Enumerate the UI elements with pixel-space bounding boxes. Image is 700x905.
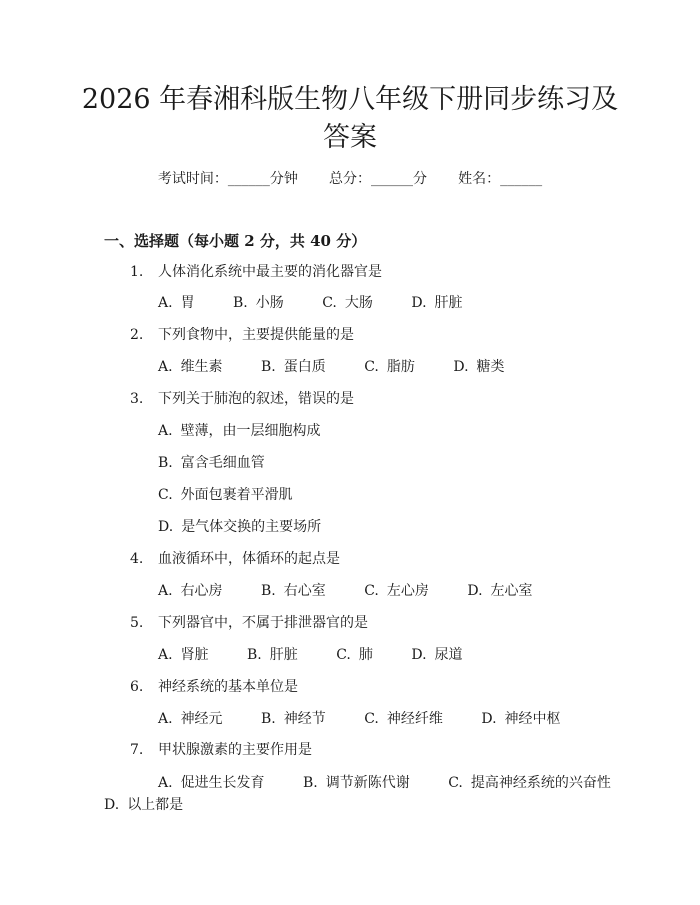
option-letter: B. bbox=[261, 359, 276, 375]
question-number: 2. bbox=[130, 327, 144, 343]
question-number: 4. bbox=[130, 551, 144, 567]
option-letter: D. bbox=[411, 295, 427, 311]
score-label: 总分： bbox=[329, 171, 371, 187]
option-b bbox=[261, 708, 326, 728]
option-d bbox=[453, 356, 504, 376]
option-letter: A. bbox=[158, 423, 173, 439]
option-text: 蛋白质 bbox=[283, 359, 326, 375]
option-b bbox=[261, 356, 326, 376]
option-a bbox=[158, 580, 223, 600]
time-unit: 分钟 bbox=[269, 171, 298, 187]
option-letter: C. bbox=[322, 295, 337, 311]
option-text: 右心室 bbox=[283, 583, 326, 599]
time-blank: ______ bbox=[227, 171, 270, 187]
option-letter: D. bbox=[158, 519, 174, 535]
question-7 bbox=[130, 739, 312, 759]
option-c bbox=[364, 580, 429, 600]
option-text: 神经节 bbox=[283, 711, 326, 727]
option-text: 肝脏 bbox=[434, 295, 463, 311]
option-text: 左心房 bbox=[386, 583, 429, 599]
option-letter: C. bbox=[336, 647, 351, 663]
option-d bbox=[158, 516, 321, 536]
option-c bbox=[158, 484, 293, 504]
option-text: 外面包裹着平滑肌 bbox=[180, 487, 293, 503]
question-text: 下列关于肺泡的叙述，错误的是 bbox=[158, 391, 354, 407]
option-b bbox=[247, 644, 298, 664]
option-b bbox=[261, 580, 326, 600]
question-5-options bbox=[158, 644, 497, 664]
option-text: 是气体交换的主要场所 bbox=[181, 519, 322, 535]
option-letter: B. bbox=[233, 295, 248, 311]
option-d bbox=[467, 580, 532, 600]
option-d bbox=[481, 708, 560, 728]
option-text: 促进生长发育 bbox=[180, 775, 265, 791]
option-c bbox=[364, 356, 415, 376]
option-letter: C. bbox=[364, 711, 379, 727]
question-text: 下列器官中，不属于排泄器官的是 bbox=[158, 615, 368, 631]
option-c bbox=[322, 292, 373, 312]
question-number: 5. bbox=[130, 615, 144, 631]
option-text: 调节新陈代谢 bbox=[325, 775, 410, 791]
name-label: 姓名： bbox=[458, 171, 501, 187]
option-text: 胃 bbox=[180, 295, 195, 311]
option-letter: A. bbox=[158, 359, 173, 375]
option-letter: D. bbox=[467, 583, 483, 599]
title-line-2: 答案 bbox=[323, 122, 377, 153]
option-text: 左心室 bbox=[490, 583, 533, 599]
option-letter: B. bbox=[261, 711, 276, 727]
option-text: 右心房 bbox=[180, 583, 223, 599]
score-unit: 分 bbox=[413, 171, 427, 187]
question-6-options bbox=[158, 708, 595, 728]
option-c bbox=[336, 644, 373, 664]
name-blank: ______ bbox=[500, 171, 543, 187]
option-b bbox=[303, 772, 410, 792]
option-b bbox=[233, 292, 284, 312]
question-text: 人体消化系统中最主要的消化器官是 bbox=[158, 264, 382, 280]
question-2-options bbox=[158, 356, 539, 376]
document-title bbox=[60, 81, 640, 157]
title-line-1: 2026 年春湘科版生物八年级下册同步练习及 bbox=[81, 84, 619, 115]
option-a bbox=[158, 420, 321, 440]
option-letter: D. bbox=[411, 647, 427, 663]
option-text: 富含毛细血管 bbox=[180, 455, 265, 471]
option-text: 壁薄，由一层细胞构成 bbox=[180, 423, 321, 439]
option-text: 神经元 bbox=[180, 711, 223, 727]
question-number: 7. bbox=[130, 742, 144, 758]
option-a bbox=[158, 292, 195, 312]
option-d bbox=[104, 794, 183, 814]
question-4-options bbox=[158, 580, 567, 600]
option-a bbox=[158, 772, 265, 792]
option-text: 肺 bbox=[358, 647, 373, 663]
option-letter: D. bbox=[481, 711, 497, 727]
option-text: 肾脏 bbox=[180, 647, 209, 663]
question-text: 甲状腺激素的主要作用是 bbox=[158, 742, 312, 758]
option-letter: C. bbox=[158, 487, 173, 503]
option-letter: C. bbox=[364, 359, 379, 375]
option-letter: B. bbox=[158, 455, 173, 471]
question-number: 6. bbox=[130, 679, 144, 695]
section-heading: 一、选择题（每小题 2 分，共 40 分） bbox=[104, 232, 367, 250]
option-a bbox=[158, 356, 223, 376]
option-a bbox=[158, 644, 209, 664]
question-number: 3. bbox=[130, 391, 144, 407]
option-letter: B. bbox=[261, 583, 276, 599]
question-5 bbox=[130, 612, 368, 632]
option-letter: A. bbox=[158, 775, 173, 791]
option-text: 糖类 bbox=[476, 359, 505, 375]
option-letter: A. bbox=[158, 711, 173, 727]
option-text: 神经纤维 bbox=[386, 711, 443, 727]
option-text: 脂肪 bbox=[386, 359, 415, 375]
option-a bbox=[158, 708, 223, 728]
option-text: 以上都是 bbox=[127, 797, 184, 813]
option-c bbox=[364, 708, 443, 728]
question-number: 1. bbox=[130, 264, 144, 280]
question-1-options bbox=[158, 292, 497, 312]
question-text: 下列食物中，主要提供能量的是 bbox=[158, 327, 354, 343]
option-text: 小肠 bbox=[255, 295, 284, 311]
option-b bbox=[158, 452, 265, 472]
option-c bbox=[448, 772, 611, 792]
question-3 bbox=[130, 388, 354, 408]
option-d bbox=[411, 644, 462, 664]
option-letter: D. bbox=[453, 359, 469, 375]
question-1 bbox=[130, 261, 382, 281]
question-2 bbox=[130, 324, 354, 344]
option-text: 肝脏 bbox=[269, 647, 298, 663]
option-text: 神经中枢 bbox=[504, 711, 561, 727]
question-4 bbox=[130, 548, 340, 568]
option-letter: B. bbox=[247, 647, 262, 663]
option-letter: C. bbox=[448, 775, 463, 791]
exam-info-line bbox=[0, 168, 700, 188]
option-letter: C. bbox=[364, 583, 379, 599]
option-text: 提高神经系统的兴奋性 bbox=[470, 775, 611, 791]
option-letter: B. bbox=[303, 775, 318, 791]
question-7-options bbox=[158, 772, 611, 792]
option-text: 尿道 bbox=[434, 647, 463, 663]
option-text: 大肠 bbox=[344, 295, 373, 311]
option-letter: A. bbox=[158, 647, 173, 663]
option-text: 维生素 bbox=[180, 359, 223, 375]
option-letter: A. bbox=[158, 583, 173, 599]
option-letter: D. bbox=[104, 797, 120, 813]
question-text: 神经系统的基本单位是 bbox=[158, 679, 298, 695]
question-text: 血液循环中，体循环的起点是 bbox=[158, 551, 340, 567]
question-6 bbox=[130, 676, 298, 696]
option-d bbox=[411, 292, 462, 312]
option-letter: A. bbox=[158, 295, 173, 311]
score-blank: ______ bbox=[371, 171, 413, 187]
time-label: 考试时间： bbox=[157, 171, 228, 187]
